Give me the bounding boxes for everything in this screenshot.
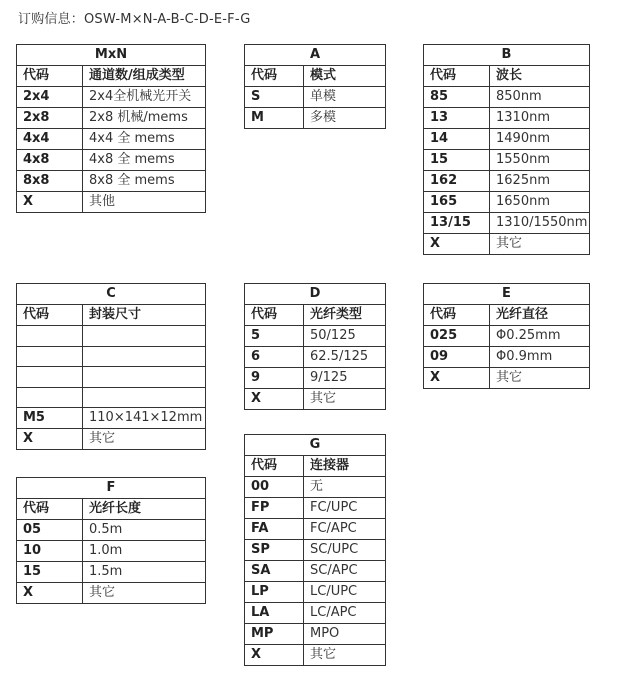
description-cell: 9/125: [304, 368, 386, 389]
table-row: [245, 498, 386, 519]
description-cell: 50/125: [304, 326, 386, 347]
code-cell: 165: [424, 192, 490, 213]
code-cell: [17, 367, 83, 388]
code-cell: 14: [424, 129, 490, 150]
table-row: [17, 520, 206, 541]
code-cell: 15: [424, 150, 490, 171]
table-header-row: [245, 66, 386, 87]
column-header-description: 光纤类型: [304, 305, 386, 326]
table-row: [424, 171, 590, 192]
table-row: [245, 368, 386, 389]
table-row: [245, 582, 386, 603]
description-cell: 1.0m: [83, 541, 206, 562]
column-header-code: 代码: [245, 305, 304, 326]
description-cell: 0.5m: [83, 520, 206, 541]
table-title-row: [17, 478, 206, 499]
column-header-code: 代码: [245, 66, 304, 87]
description-cell: MPO: [304, 624, 386, 645]
table-title: D: [245, 284, 386, 305]
description-cell: LC/APC: [304, 603, 386, 624]
table-title-row: [17, 45, 206, 66]
table-title: F: [17, 478, 206, 499]
table-title-row: [245, 45, 386, 66]
table-header-row: [245, 305, 386, 326]
column-header-code: 代码: [424, 305, 490, 326]
column-header-code: 代码: [17, 305, 83, 326]
code-cell: MP: [245, 624, 304, 645]
table-row: [17, 429, 206, 450]
table-row: [17, 562, 206, 583]
code-cell: 8x8: [17, 171, 83, 192]
description-cell: 1550nm: [490, 150, 590, 171]
table-title: A: [245, 45, 386, 66]
table-row: [17, 87, 206, 108]
description-cell: 其它: [490, 234, 590, 255]
description-cell: 其他: [83, 192, 206, 213]
description-cell: 其它: [304, 389, 386, 410]
table-row: [245, 645, 386, 666]
code-cell: M5: [17, 408, 83, 429]
code-cell: 09: [424, 347, 490, 368]
description-cell: 850nm: [490, 87, 590, 108]
table-c: [16, 283, 206, 450]
description-cell: 1490nm: [490, 129, 590, 150]
code-cell: X: [424, 368, 490, 389]
table-row: [245, 561, 386, 582]
column-header-code: 代码: [245, 456, 304, 477]
table-row: [424, 347, 590, 368]
code-cell: SA: [245, 561, 304, 582]
code-cell: X: [17, 192, 83, 213]
description-cell: 无: [304, 477, 386, 498]
table-title-row: [424, 284, 590, 305]
column-header-description: 光纤直径: [490, 305, 590, 326]
code-cell: 10: [17, 541, 83, 562]
table-row: [17, 346, 206, 367]
description-cell: 1650nm: [490, 192, 590, 213]
code-cell: 85: [424, 87, 490, 108]
description-cell: [83, 346, 206, 367]
code-cell: 13/15: [424, 213, 490, 234]
table-header-row: [17, 305, 206, 326]
description-cell: 62.5/125: [304, 347, 386, 368]
table-row: [245, 108, 386, 129]
code-cell: [17, 326, 83, 347]
table-title: G: [245, 435, 386, 456]
description-cell: LC/UPC: [304, 582, 386, 603]
table-row: [424, 326, 590, 347]
code-cell: 2x8: [17, 108, 83, 129]
column-header-code: 代码: [17, 66, 83, 87]
table-row: [17, 150, 206, 171]
description-cell: 其它: [83, 429, 206, 450]
table-e: [423, 283, 590, 389]
table-header-row: [424, 66, 590, 87]
table-row: [17, 192, 206, 213]
description-cell: 110×141×12mm: [83, 408, 206, 429]
table-row: [245, 624, 386, 645]
code-cell: 4x8: [17, 150, 83, 171]
column-header-description: 模式: [304, 66, 386, 87]
description-cell: 4x8 全 mems: [83, 150, 206, 171]
code-cell: M: [245, 108, 304, 129]
table-row: [17, 171, 206, 192]
table-row: [424, 150, 590, 171]
table-row: [17, 129, 206, 150]
code-cell: X: [17, 583, 83, 604]
table-row: [245, 519, 386, 540]
table-row: [245, 540, 386, 561]
column-header-code: 代码: [17, 499, 83, 520]
table-row: [245, 389, 386, 410]
description-cell: 其它: [83, 583, 206, 604]
table-row: [245, 347, 386, 368]
description-cell: 1310nm: [490, 108, 590, 129]
table-title-row: [245, 435, 386, 456]
table-title-row: [17, 284, 206, 305]
table-row: [424, 192, 590, 213]
code-cell: [17, 387, 83, 408]
table-d: [244, 283, 386, 410]
table-row: [424, 129, 590, 150]
table-header-row: [424, 305, 590, 326]
code-cell: 15: [17, 562, 83, 583]
table-b: [423, 44, 590, 255]
table-title: E: [424, 284, 590, 305]
code-cell: 025: [424, 326, 490, 347]
description-cell: Φ0.9mm: [490, 347, 590, 368]
description-cell: [83, 367, 206, 388]
code-cell: LA: [245, 603, 304, 624]
table-g: [244, 434, 386, 666]
code-cell: 162: [424, 171, 490, 192]
code-cell: X: [245, 645, 304, 666]
code-cell: LP: [245, 582, 304, 603]
column-header-description: 封装尺寸: [83, 305, 206, 326]
table-row: [17, 326, 206, 347]
description-cell: SC/UPC: [304, 540, 386, 561]
table-row: [424, 108, 590, 129]
table-row: [424, 368, 590, 389]
description-cell: 2x4全机械光开关: [83, 87, 206, 108]
column-header-description: 光纤长度: [83, 499, 206, 520]
code-cell: 9: [245, 368, 304, 389]
table-title: MxN: [17, 45, 206, 66]
description-cell: FC/UPC: [304, 498, 386, 519]
table-row: [17, 367, 206, 388]
table-row: [424, 87, 590, 108]
column-header-code: 代码: [424, 66, 490, 87]
code-cell: 2x4: [17, 87, 83, 108]
table-row: [424, 213, 590, 234]
table-row: [424, 234, 590, 255]
table-mxn: [16, 44, 206, 213]
code-cell: X: [245, 389, 304, 410]
code-cell: 13: [424, 108, 490, 129]
table-title: B: [424, 45, 590, 66]
code-cell: 4x4: [17, 129, 83, 150]
description-cell: 2x8 机械/mems: [83, 108, 206, 129]
code-cell: 05: [17, 520, 83, 541]
code-cell: 00: [245, 477, 304, 498]
description-cell: [83, 326, 206, 347]
table-a: [244, 44, 386, 129]
description-cell: 多模: [304, 108, 386, 129]
table-row: [17, 108, 206, 129]
table-row: [17, 408, 206, 429]
column-header-description: 连接器: [304, 456, 386, 477]
code-cell: X: [424, 234, 490, 255]
description-cell: 其它: [490, 368, 590, 389]
table-header-row: [17, 499, 206, 520]
description-cell: 4x4 全 mems: [83, 129, 206, 150]
code-cell: SP: [245, 540, 304, 561]
code-cell: FA: [245, 519, 304, 540]
description-cell: 单模: [304, 87, 386, 108]
table-row: [17, 541, 206, 562]
column-header-description: 通道数/组成类型: [83, 66, 206, 87]
description-cell: [83, 387, 206, 408]
description-cell: SC/APC: [304, 561, 386, 582]
table-row: [245, 603, 386, 624]
code-cell: X: [17, 429, 83, 450]
code-cell: 5: [245, 326, 304, 347]
description-cell: 1625nm: [490, 171, 590, 192]
column-header-description: 波长: [490, 66, 590, 87]
table-title-row: [245, 284, 386, 305]
description-cell: FC/APC: [304, 519, 386, 540]
code-cell: FP: [245, 498, 304, 519]
description-cell: 1.5m: [83, 562, 206, 583]
description-cell: Φ0.25mm: [490, 326, 590, 347]
code-cell: S: [245, 87, 304, 108]
code-cell: [17, 346, 83, 367]
table-row: [245, 477, 386, 498]
table-row: [245, 87, 386, 108]
table-header-row: [245, 456, 386, 477]
table-header-row: [17, 66, 206, 87]
description-cell: 8x8 全 mems: [83, 171, 206, 192]
table-title-row: [424, 45, 590, 66]
table-row: [17, 387, 206, 408]
table-row: [245, 326, 386, 347]
code-cell: 6: [245, 347, 304, 368]
table-f: [16, 477, 206, 604]
order-info-header: 订购信息：OSW-M×N-A-B-C-D-E-F-G: [18, 12, 251, 27]
table-title: C: [17, 284, 206, 305]
description-cell: 1310/1550nm: [490, 213, 590, 234]
table-row: [17, 583, 206, 604]
description-cell: 其它: [304, 645, 386, 666]
